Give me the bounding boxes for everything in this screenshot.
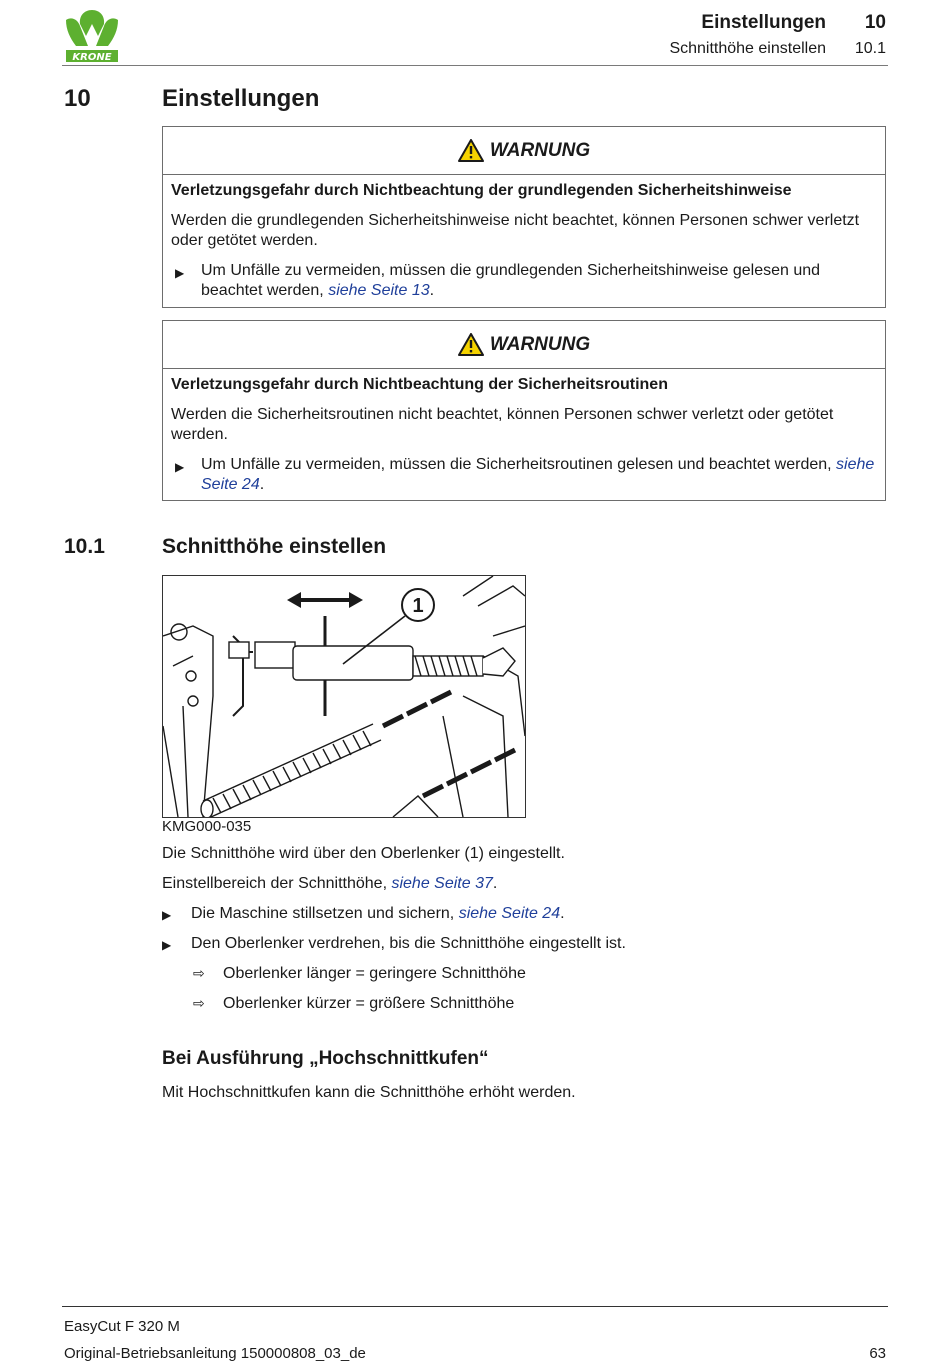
warning-text: Werden die Sicherheitsroutinen nicht beachtet, können Personen schwer verletzt oder getötet werden. [171,406,834,443]
page-link[interactable]: siehe Seite 24 [458,905,561,922]
body-paragraph-2 [162,875,497,893]
paragraph-text: Einstellbereich der Schnitthöhe, [162,875,392,892]
warning-box-2 [162,320,886,501]
punctuation: . [560,905,565,922]
heading2-number: 10.1 [64,535,105,558]
warning-subtitle: Verletzungsgefahr durch Nichtbeachtung der Sicherheitsroutinen [171,376,668,393]
warning-action-text: Um Unfälle zu vermeiden, müssen die grundlegenden Sicherheitshinweise gelesen und beachtet werden, [201,262,821,299]
header-divider [62,65,888,66]
krone-logo-icon [62,6,122,64]
bullet-triangle-icon: ▶ [175,266,185,280]
header-section-title: Schnitthöhe einstellen [669,40,826,57]
warning-triangle-icon [458,139,484,162]
warning-subtitle: Verletzungsgefahr durch Nichtbeachtung der grundlegenden Sicherheitshinweise [171,182,792,199]
result-1 [193,965,526,983]
footer-page-number: 63 [869,1345,886,1362]
warning-action-text: Um Unfälle zu vermeiden, müssen die Sicherheitsroutinen gelesen und beachtet werden, [201,456,837,473]
footer-model: EasyCut F 320 M [64,1318,180,1335]
warning-box-1 [162,126,886,308]
step-text: Die Maschine stillsetzen und sichern, [191,905,459,922]
bullet-triangle-icon: ▶ [162,908,172,922]
callout-number: 1 [412,595,424,617]
page-link[interactable]: siehe Seite 13 [328,282,430,299]
punctuation: . [429,282,435,299]
step-2 [162,935,626,953]
page-link[interactable]: siehe Seite 37 [391,875,493,892]
result-text: Oberlenker kürzer = größere Schnitthöhe [223,995,515,1012]
logo-text: KRONE [72,52,112,63]
warning-action [171,261,877,301]
result-text: Oberlenker länger = geringere Schnitthöhe [223,965,526,982]
top-link-illustration [162,575,526,818]
warning-signal-word: WARNUNG [489,333,591,355]
result-arrow-icon: ⇨ [193,965,205,981]
page-link[interactable]: siehe Seite 24 [201,456,875,493]
warning-header [163,127,885,175]
result-arrow-icon: ⇨ [193,995,205,1011]
punctuation: . [259,476,265,493]
bullet-triangle-icon: ▶ [162,938,172,952]
punctuation: . [492,875,498,892]
heading3: Bei Ausführung „Hochschnittkufen“ [162,1048,489,1069]
warning-triangle-icon [458,333,484,356]
bullet-triangle-icon: ▶ [175,460,185,474]
figure-caption: KMG000-035 [162,818,252,835]
header-chapter-title: Einstellungen [701,12,826,33]
heading1-number: 10 [64,85,91,112]
warning-action [171,455,877,495]
heading2-title: Schnitthöhe einstellen [162,535,387,558]
header-chapter-number: 10 [864,12,886,33]
footer-document: Original-Betriebsanleitung 150000808_03_de [64,1345,366,1362]
warning-text: Werden die grundlegenden Sicherheitshinweise nicht beachtet, können Personen schwer verletzt oder getötet werden. [171,212,860,249]
body-paragraph-1: Die Schnitthöhe wird über den Oberlenker (1) eingestellt. [162,845,565,862]
step-1 [162,905,565,923]
warning-header [163,321,885,369]
step-text: Den Oberlenker verdrehen, bis die Schnitthöhe eingestellt ist. [191,935,626,952]
body-paragraph-3: Mit Hochschnittkufen kann die Schnitthöhe erhöht werden. [162,1084,576,1101]
warning-signal-word: WARNUNG [489,139,591,161]
header-section-number: 10.1 [854,40,886,57]
footer-divider [62,1306,888,1307]
result-2 [193,995,514,1013]
heading1-title: Einstellungen [162,85,320,112]
